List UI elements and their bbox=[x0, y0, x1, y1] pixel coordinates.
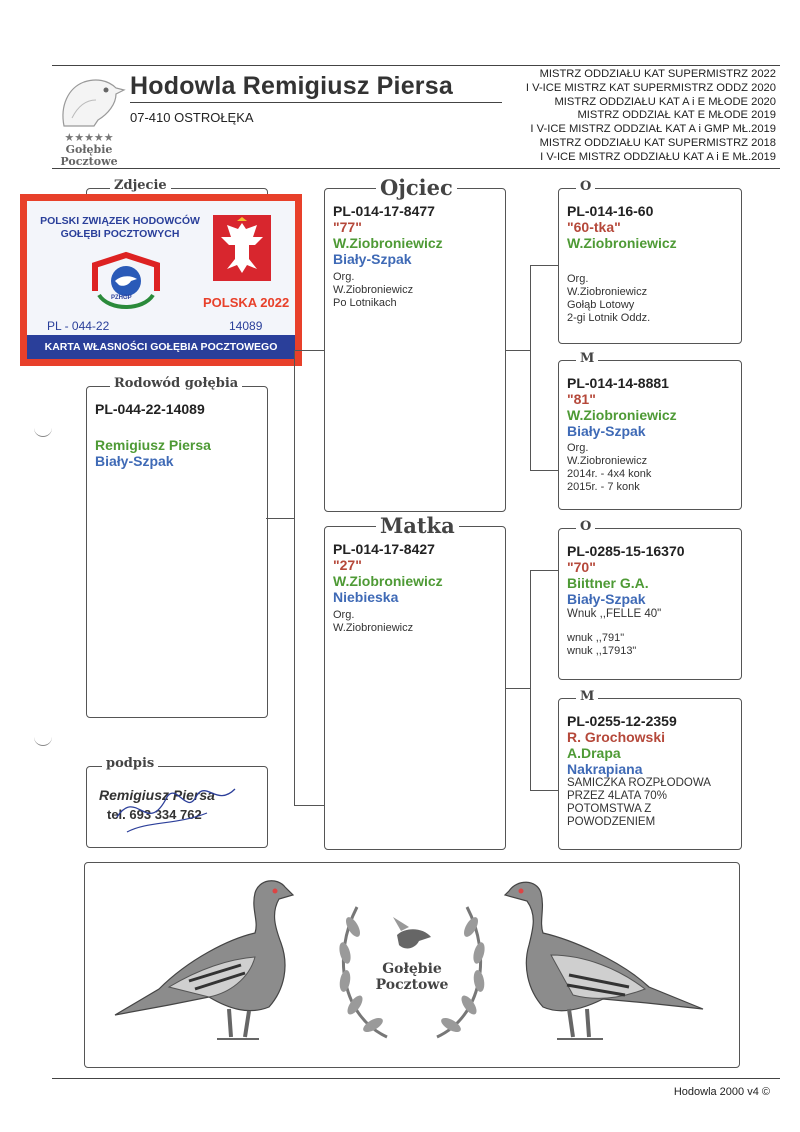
card-country: POLSKA 2022 bbox=[203, 295, 290, 310]
mgm-note: PRZEZ 4LATA 70% bbox=[567, 790, 667, 802]
connector bbox=[504, 688, 530, 689]
binder-hole bbox=[34, 426, 52, 437]
title-line: MISTRZ ODDZIAŁU KAT SUPERMISTRZ 2022 bbox=[539, 68, 776, 80]
mgf-note: wnuk ,,17913" bbox=[567, 645, 637, 657]
pedigree-color: Biały-Szpak bbox=[95, 453, 174, 469]
mgf-legend: O bbox=[576, 519, 595, 534]
mgf-name: "70" bbox=[567, 559, 596, 575]
breeder-title: Hodowla Remigiusz Piersa bbox=[130, 72, 453, 100]
logo-text-1: Gołębie bbox=[65, 143, 113, 156]
mother-box bbox=[324, 526, 506, 850]
mother-color: Niebieska bbox=[333, 589, 399, 605]
pgf-note: Org. bbox=[567, 273, 589, 285]
title-underline bbox=[130, 102, 502, 103]
emblem bbox=[327, 887, 497, 1047]
father-ring: PL-014-17-8477 bbox=[333, 203, 435, 219]
connector bbox=[294, 805, 324, 806]
pgm-note: 2015r. - 7 konk bbox=[567, 481, 640, 493]
photo-legend: Zdjecie bbox=[110, 178, 171, 193]
card-footer: KARTA WŁASNOŚCI GOŁĘBIA POCZTOWEGO bbox=[27, 335, 295, 359]
title-line: I V-ICE MISTRZ KAT SUPERMISTRZ ODDZ 2020 bbox=[525, 81, 776, 94]
card-ring-number: 14089 bbox=[229, 319, 263, 333]
mother-ring: PL-014-17-8427 bbox=[333, 541, 435, 557]
pedigree-legend: Rodowód gołębia bbox=[110, 376, 242, 391]
header-bottom-rule bbox=[52, 168, 780, 169]
ownership-card bbox=[20, 194, 302, 366]
pgf-breeder: W.Ziobroniewicz bbox=[567, 235, 677, 251]
mgm-note: POWODZENIEM bbox=[567, 816, 656, 828]
signature-name: Remigiusz Piersa bbox=[99, 787, 215, 803]
pedigree-box bbox=[86, 386, 268, 718]
pgf-ring: PL-014-16-60 bbox=[567, 203, 654, 219]
paternal-grandmother-box bbox=[558, 360, 742, 510]
connector bbox=[266, 518, 294, 519]
mgf-color: Biały-Szpak bbox=[567, 591, 646, 607]
logo-text-2: Pocztowe bbox=[60, 155, 118, 168]
pigeon-head-logo-icon bbox=[50, 70, 128, 128]
emblem-text-line: Pocztowe bbox=[375, 977, 449, 993]
mgf-note: Wnuk ,,FELLE 40" bbox=[567, 608, 662, 620]
father-note: Po Lotnikach bbox=[333, 297, 397, 309]
emblem-text bbox=[327, 961, 497, 993]
pgm-note: W.Ziobroniewicz bbox=[567, 455, 648, 467]
pzhgp-label: PZHGP bbox=[111, 295, 132, 301]
mgm-note: SAMICZKA ROZPŁODOWA bbox=[567, 777, 711, 789]
card-org bbox=[35, 215, 205, 241]
mother-note: Org. bbox=[333, 609, 355, 621]
maternal-grandfather-box bbox=[558, 528, 742, 680]
connector bbox=[294, 350, 324, 351]
pedigree-breeder: Remigiusz Piersa bbox=[95, 437, 211, 453]
mgm-ring: PL-0255-12-2359 bbox=[567, 713, 677, 729]
connector bbox=[530, 265, 531, 470]
championship-titles bbox=[526, 68, 776, 165]
footer-rule bbox=[52, 1078, 780, 1079]
pgf-note: 2-gi Lotnik Oddz. bbox=[567, 312, 651, 324]
mgm-color: Nakrapiana bbox=[567, 761, 643, 777]
card-inner bbox=[27, 201, 295, 359]
pgf-legend: O bbox=[576, 179, 595, 194]
mgm-breeder: A.Drapa bbox=[567, 745, 621, 761]
signature-phone: tel. 693 334 762 bbox=[107, 807, 202, 822]
mgm-legend: M bbox=[576, 689, 598, 704]
title-line: I V-ICE MISTRZ ODDZIAŁ KAT A i GMP MŁ.2019 bbox=[530, 123, 776, 136]
title-line: MISTRZ ODDZIAŁU KAT SUPERMISTRZ 2018 bbox=[539, 136, 776, 149]
connector bbox=[530, 570, 531, 790]
card-ring-prefix: PL - 044-22 bbox=[47, 319, 110, 333]
header-top-rule bbox=[52, 65, 780, 66]
binder-hole bbox=[34, 735, 52, 746]
mgf-note: wnuk ,,791" bbox=[567, 632, 625, 644]
father-note: W.Ziobroniewicz bbox=[333, 284, 414, 296]
emblem-text-line: Gołębie bbox=[382, 961, 442, 977]
connector bbox=[504, 350, 530, 351]
pgm-name: "81" bbox=[567, 391, 596, 407]
pgm-ring: PL-014-14-8881 bbox=[567, 375, 669, 391]
connector bbox=[294, 350, 295, 805]
title-line: MISTRZ ODDZIAŁU KAT A i E MŁODE 2020 bbox=[554, 95, 776, 108]
polish-eagle-shield bbox=[213, 215, 271, 281]
pigeon-right-icon bbox=[499, 869, 709, 1049]
connector bbox=[530, 265, 558, 266]
pgm-breeder: W.Ziobroniewicz bbox=[567, 407, 677, 423]
mother-note: W.Ziobroniewicz bbox=[333, 622, 414, 634]
pgf-name: "60-tka" bbox=[567, 219, 621, 235]
pzhgp-emblem-icon bbox=[85, 251, 167, 313]
white-eagle-icon bbox=[213, 215, 271, 281]
maternal-grandmother-box bbox=[558, 698, 742, 850]
father-box bbox=[324, 188, 506, 512]
pgf-note: W.Ziobroniewicz bbox=[567, 286, 648, 298]
signature-box bbox=[86, 766, 268, 848]
father-name: "77" bbox=[333, 219, 362, 235]
mother-legend: Matka bbox=[376, 513, 459, 538]
pgf-note: Gołąb Lotowy bbox=[567, 299, 635, 311]
title-line: I V-ICE MISTRZ ODDZIAŁU KAT A i E MŁ.2019 bbox=[540, 150, 776, 163]
header-logo bbox=[50, 70, 128, 168]
paternal-grandfather-box bbox=[558, 188, 742, 344]
pgm-note: 2014r. - 4x4 konk bbox=[567, 468, 652, 480]
footer-text: Hodowla 2000 v4 © bbox=[673, 1086, 770, 1098]
father-note: Org. bbox=[333, 271, 355, 283]
logo-stars: ★★★★★ bbox=[64, 132, 114, 144]
mgf-breeder: Biittner G.A. bbox=[567, 575, 649, 591]
handwritten-signature-icon bbox=[107, 777, 247, 839]
mgf-ring: PL-0285-15-16370 bbox=[567, 543, 685, 559]
pgm-legend: M bbox=[576, 351, 598, 366]
card-org-line: POLSKI ZWIĄZEK HODOWCÓW bbox=[40, 215, 200, 227]
mother-breeder: W.Ziobroniewicz bbox=[333, 573, 443, 589]
pedigree-ring: PL-044-22-14089 bbox=[95, 401, 205, 417]
connector bbox=[530, 790, 558, 791]
father-color: Biały-Szpak bbox=[333, 251, 412, 267]
card-org-line: GOŁĘBI POCZTOWYCH bbox=[60, 228, 180, 240]
connector bbox=[530, 470, 558, 471]
mother-name: "27" bbox=[333, 557, 362, 573]
breeder-address: 07-410 OSTROŁĘKA bbox=[130, 110, 254, 125]
signature-legend: podpis bbox=[102, 756, 158, 771]
father-legend: Ojciec bbox=[376, 175, 457, 200]
father-breeder: W.Ziobroniewicz bbox=[333, 235, 443, 251]
connector bbox=[530, 570, 558, 571]
pgm-note: Org. bbox=[567, 442, 589, 454]
title-line: MISTRZ ODDZIAŁ KAT E MŁODE 2019 bbox=[577, 109, 776, 122]
mgm-note: POTOMSTWA Z bbox=[567, 803, 652, 815]
illustration-panel bbox=[84, 862, 740, 1068]
mgm-name: R. Grochowski bbox=[567, 729, 666, 745]
pgm-color: Biały-Szpak bbox=[567, 423, 646, 439]
pigeon-left-icon bbox=[109, 869, 309, 1049]
